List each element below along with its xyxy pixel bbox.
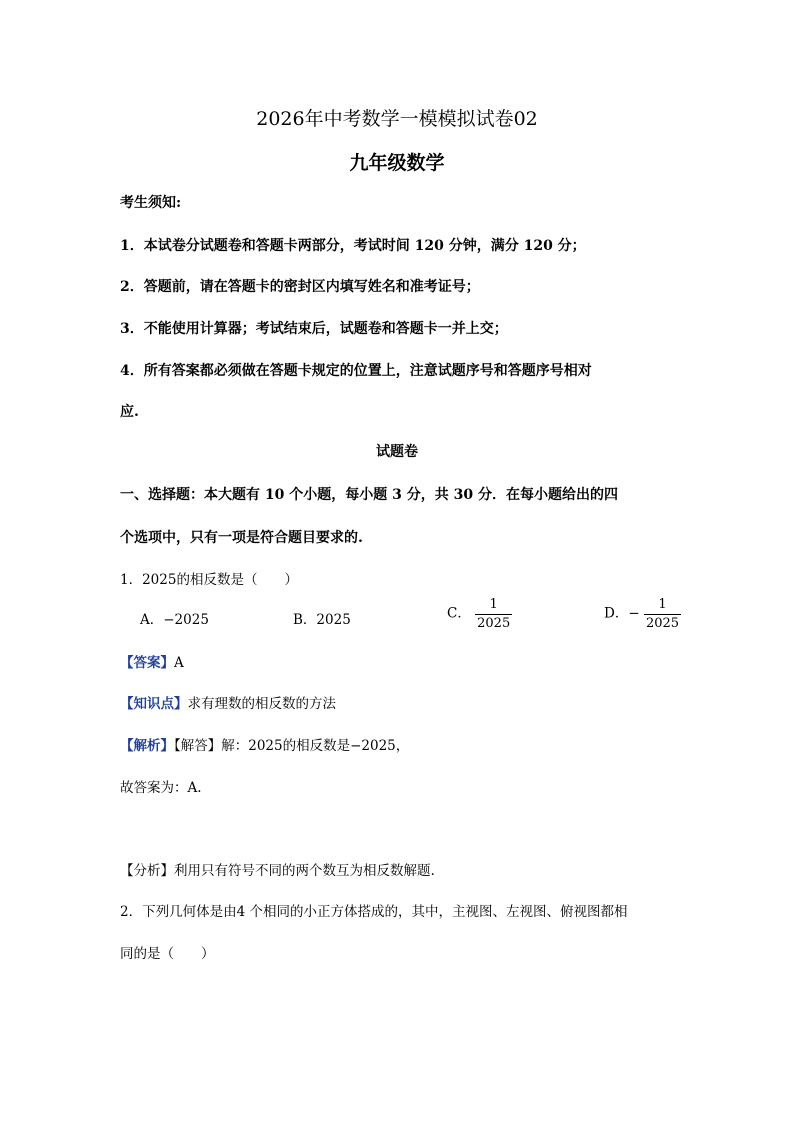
notice-item-4-cont: 应. [120, 404, 139, 420]
page-subtitle: 九年级数学 [349, 152, 445, 174]
fraction [644, 598, 681, 630]
notice-heading: 考生须知: [120, 195, 182, 211]
fraction-numerator: 1 [658, 597, 667, 612]
option-label: B． [293, 612, 317, 628]
q1-option-a [140, 608, 209, 628]
option-label: A． [140, 612, 164, 628]
part1-instructions-line1: 一、选择题：本大题有 10 个小题，每小题 3 分，共 30 分．在每小题给出的四 [120, 487, 618, 503]
q2-stem-line2: 同的是（ ） [120, 946, 215, 962]
answer-tag: 【答案】 [120, 655, 174, 671]
q2-stem-line1: 2．下列几何体是由4 个相同的小正方体搭成的，其中，主视图、左视图、俯视图都相 [120, 904, 628, 920]
fraction-bar [475, 614, 512, 615]
q1-option-b [293, 608, 351, 628]
q1-knowledge [120, 692, 336, 712]
option-label: C． [447, 605, 471, 622]
q1-analysis [120, 734, 409, 754]
option-value: −2025 [163, 612, 209, 628]
knowledge-tag: 【知识点】 [120, 696, 188, 712]
fraction-numerator: 1 [489, 597, 498, 612]
notice-item-1: 1．本试卷分试题卷和答题卡两部分，考试时间 120 分钟，满分 120 分； [120, 238, 586, 254]
q1-conclusion: 故答案为：A. [120, 780, 202, 796]
page-title: 2026年中考数学一模模拟试卷02 [256, 108, 538, 130]
section-title: 试题卷 [376, 444, 418, 460]
fraction-denominator: 2025 [477, 616, 511, 631]
part1-instructions-line2: 个选项中，只有一项是符合题目要求的. [120, 530, 363, 546]
option-value: 2025 [316, 612, 351, 628]
notice-item-2: 2．答题前，请在答题卡的密封区内填写姓名和准考证号； [120, 279, 480, 295]
notice-item-4: 4．所有答案都必须做在答题卡规定的位置上，注意试题序号和答题序号相对 [120, 363, 592, 379]
q1-stem: 1．2025的相反数是（ ） [120, 572, 298, 588]
fraction [475, 598, 512, 630]
knowledge-value: 求有理数的相反数的方法 [187, 696, 336, 712]
q1-answer [120, 651, 184, 671]
q1-fenxi: 【分析】利用只有符号不同的两个数互为相反数解题. [120, 863, 435, 879]
notice-item-3: 3．不能使用计算器；考试结束后，试题卷和答题卡一并上交； [120, 321, 508, 337]
q1-option-d [604, 598, 681, 630]
minus-sign: − [628, 605, 640, 622]
fraction-denominator: 2025 [645, 616, 680, 631]
answer-value: A [174, 655, 184, 671]
analysis-tag: 【解析】 [120, 738, 174, 754]
q1-option-c [447, 598, 512, 630]
analysis-text: 【解答】解：2025的相反数是−2025， [174, 738, 410, 754]
option-label: D． [604, 605, 629, 622]
fraction-bar [644, 614, 681, 615]
